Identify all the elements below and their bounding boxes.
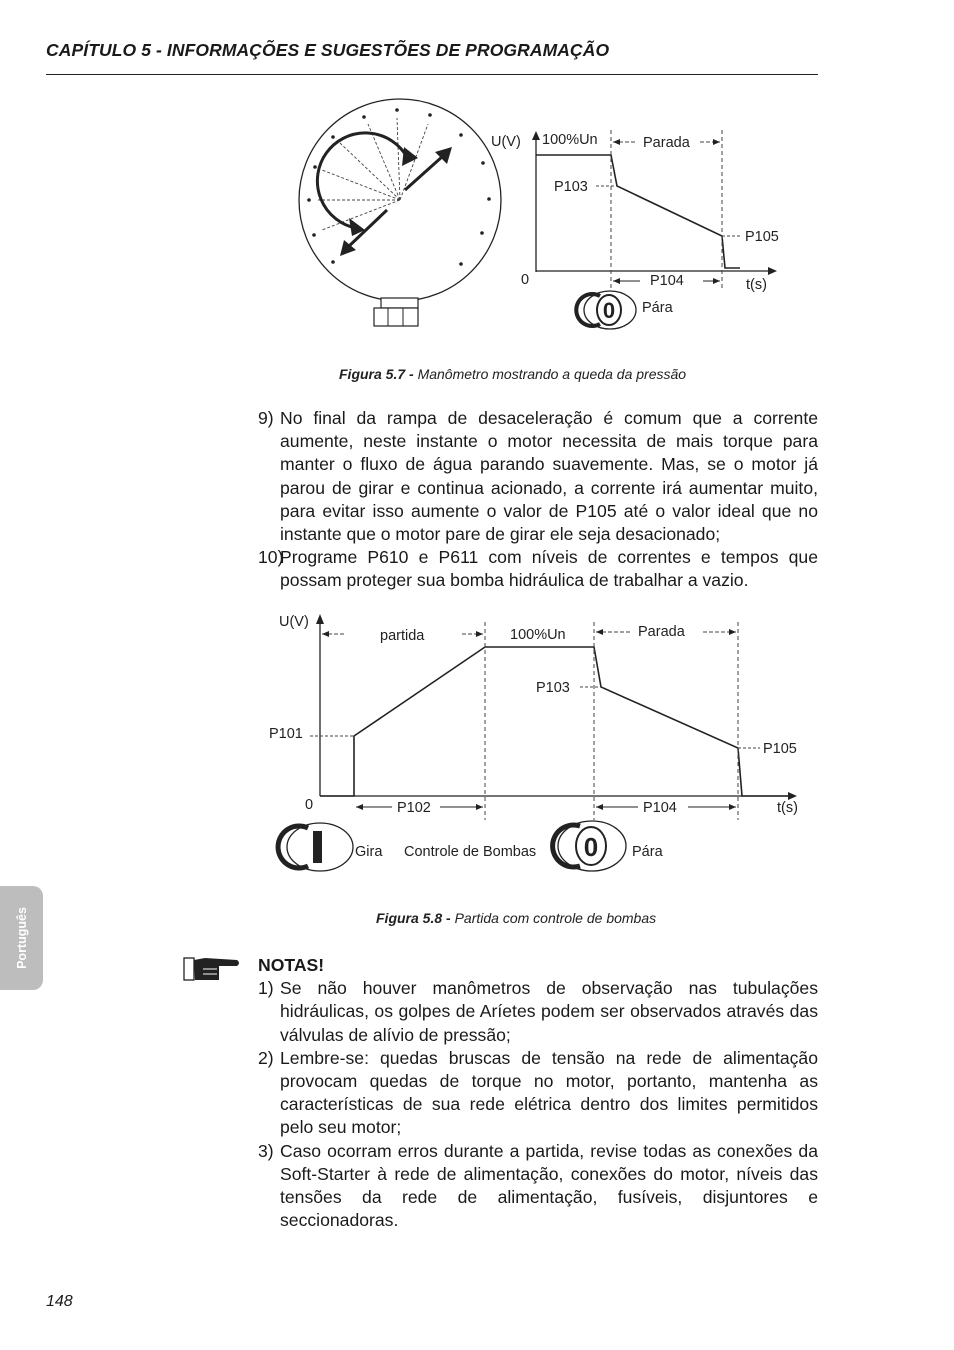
- p103-label: P103: [554, 179, 588, 195]
- note-number: 2): [258, 1047, 274, 1068]
- notes-title: NOTAS!: [258, 955, 325, 975]
- note-text: Se não houver manômetros de observação nas tubulações hidráulicas, os golpes de Aríetes podem ser observados através das válvulas de alívio de pressão;: [280, 978, 818, 1045]
- start-button-label: Gira: [355, 844, 383, 860]
- stop-label: Parada: [643, 135, 690, 151]
- stop-button-label: Pára: [642, 300, 673, 316]
- start-label: partida: [380, 628, 425, 644]
- language-tab: [0, 886, 43, 990]
- y-axis-label: U(V): [279, 614, 309, 630]
- chapter-title: CAPÍTULO 5 - INFORMAÇÕES E SUGESTÕES DE PROGRAMAÇÃO: [46, 40, 610, 60]
- p105-label: P105: [745, 229, 779, 245]
- note-item: [258, 1140, 818, 1233]
- origin-label: 0: [521, 272, 530, 288]
- voltage-chart-2: [269, 614, 798, 871]
- center-label: Controle de Bombas: [404, 844, 537, 860]
- notes-section: [258, 954, 818, 1232]
- step-number: 9): [258, 408, 274, 428]
- note-text: Lembre-se: quedas bruscas de tensão na rede de alimentação provocam quedas de torque no motor, portanto, mantenha as características de sua rede elétrica dentro dos limites permitidos pelo seu motor;: [280, 1047, 818, 1138]
- step-number: 10): [258, 547, 284, 568]
- pointing-hand-icon: [183, 954, 241, 984]
- p101-label: P101: [269, 726, 303, 742]
- p104-label: P104: [650, 273, 684, 289]
- steps-list: [258, 407, 818, 593]
- language-tab-label: Português: [14, 907, 29, 969]
- caption-text: Partida com controle de bombas: [450, 910, 657, 926]
- start-glyph: I: [318, 858, 319, 859]
- caption-text: Manômetro mostrando a queda da pressão: [413, 366, 687, 382]
- stop-label: Parada: [638, 624, 685, 640]
- note-number: 3): [258, 1140, 274, 1161]
- figure-caption-5-8: [376, 910, 656, 926]
- note-text: Caso ocorram erros durante a partida, revise todas as conexões da Soft-Starter à rede de alimentação, conexões do motor, níveis das tensões da rede de alimentação, fusíveis, disjuntores e seccionadoras.: [280, 1140, 818, 1231]
- caption-prefix: Figura 5.7 -: [339, 366, 414, 382]
- time-axis-label: t(s): [746, 277, 767, 293]
- time-axis-label: t(s): [777, 800, 798, 816]
- p102-label: P102: [397, 800, 431, 816]
- caption-prefix: Figura 5.8 -: [376, 910, 451, 926]
- step-text: Programe P610 e P611 com níveis de correntes e tempos que possam proteger sua bomba hidráulica de trabalhar a vazio.: [280, 547, 818, 591]
- stop-button-icon: [553, 821, 626, 871]
- stop-glyph: 0: [583, 832, 599, 862]
- level-label: 100%Un: [510, 627, 566, 643]
- p103-label: P103: [536, 680, 570, 696]
- start-button-icon: [278, 823, 353, 871]
- origin-label: 0: [305, 797, 314, 813]
- level-label: 100%Un: [542, 132, 598, 148]
- note-item: [258, 1047, 818, 1140]
- stop-button-label: Pára: [632, 844, 663, 860]
- p104-label: P104: [643, 800, 677, 816]
- y-axis-label: U(V): [491, 134, 521, 150]
- step-text: No final da rampa de desaceleração é comum que a corrente aumente, neste instante o motor necessita de mais torque para manter o fluxo de água parando suavemente. Mas, se o motor já parou de girar e continua acionado, a corrente irá aumentar muito, para evitar isso aumente o valor de P105 até o valor ideal que no instante que o motor pare de girar ele seja desacionado;: [280, 408, 818, 545]
- note-item: [258, 977, 818, 1047]
- manometer-icon: [299, 99, 501, 326]
- voltage-chart-1: [491, 130, 779, 329]
- stop-button-icon: [576, 291, 636, 329]
- figure-5-7: [0, 0, 954, 360]
- page-number: 148: [46, 1293, 73, 1310]
- step-item: [258, 546, 818, 592]
- p105-label: P105: [763, 741, 797, 757]
- figure-caption-5-7: [339, 366, 686, 382]
- note-number: 1): [258, 978, 274, 999]
- figure-5-8: [0, 600, 954, 890]
- stop-glyph: 0: [602, 298, 616, 323]
- step-item: [258, 407, 818, 546]
